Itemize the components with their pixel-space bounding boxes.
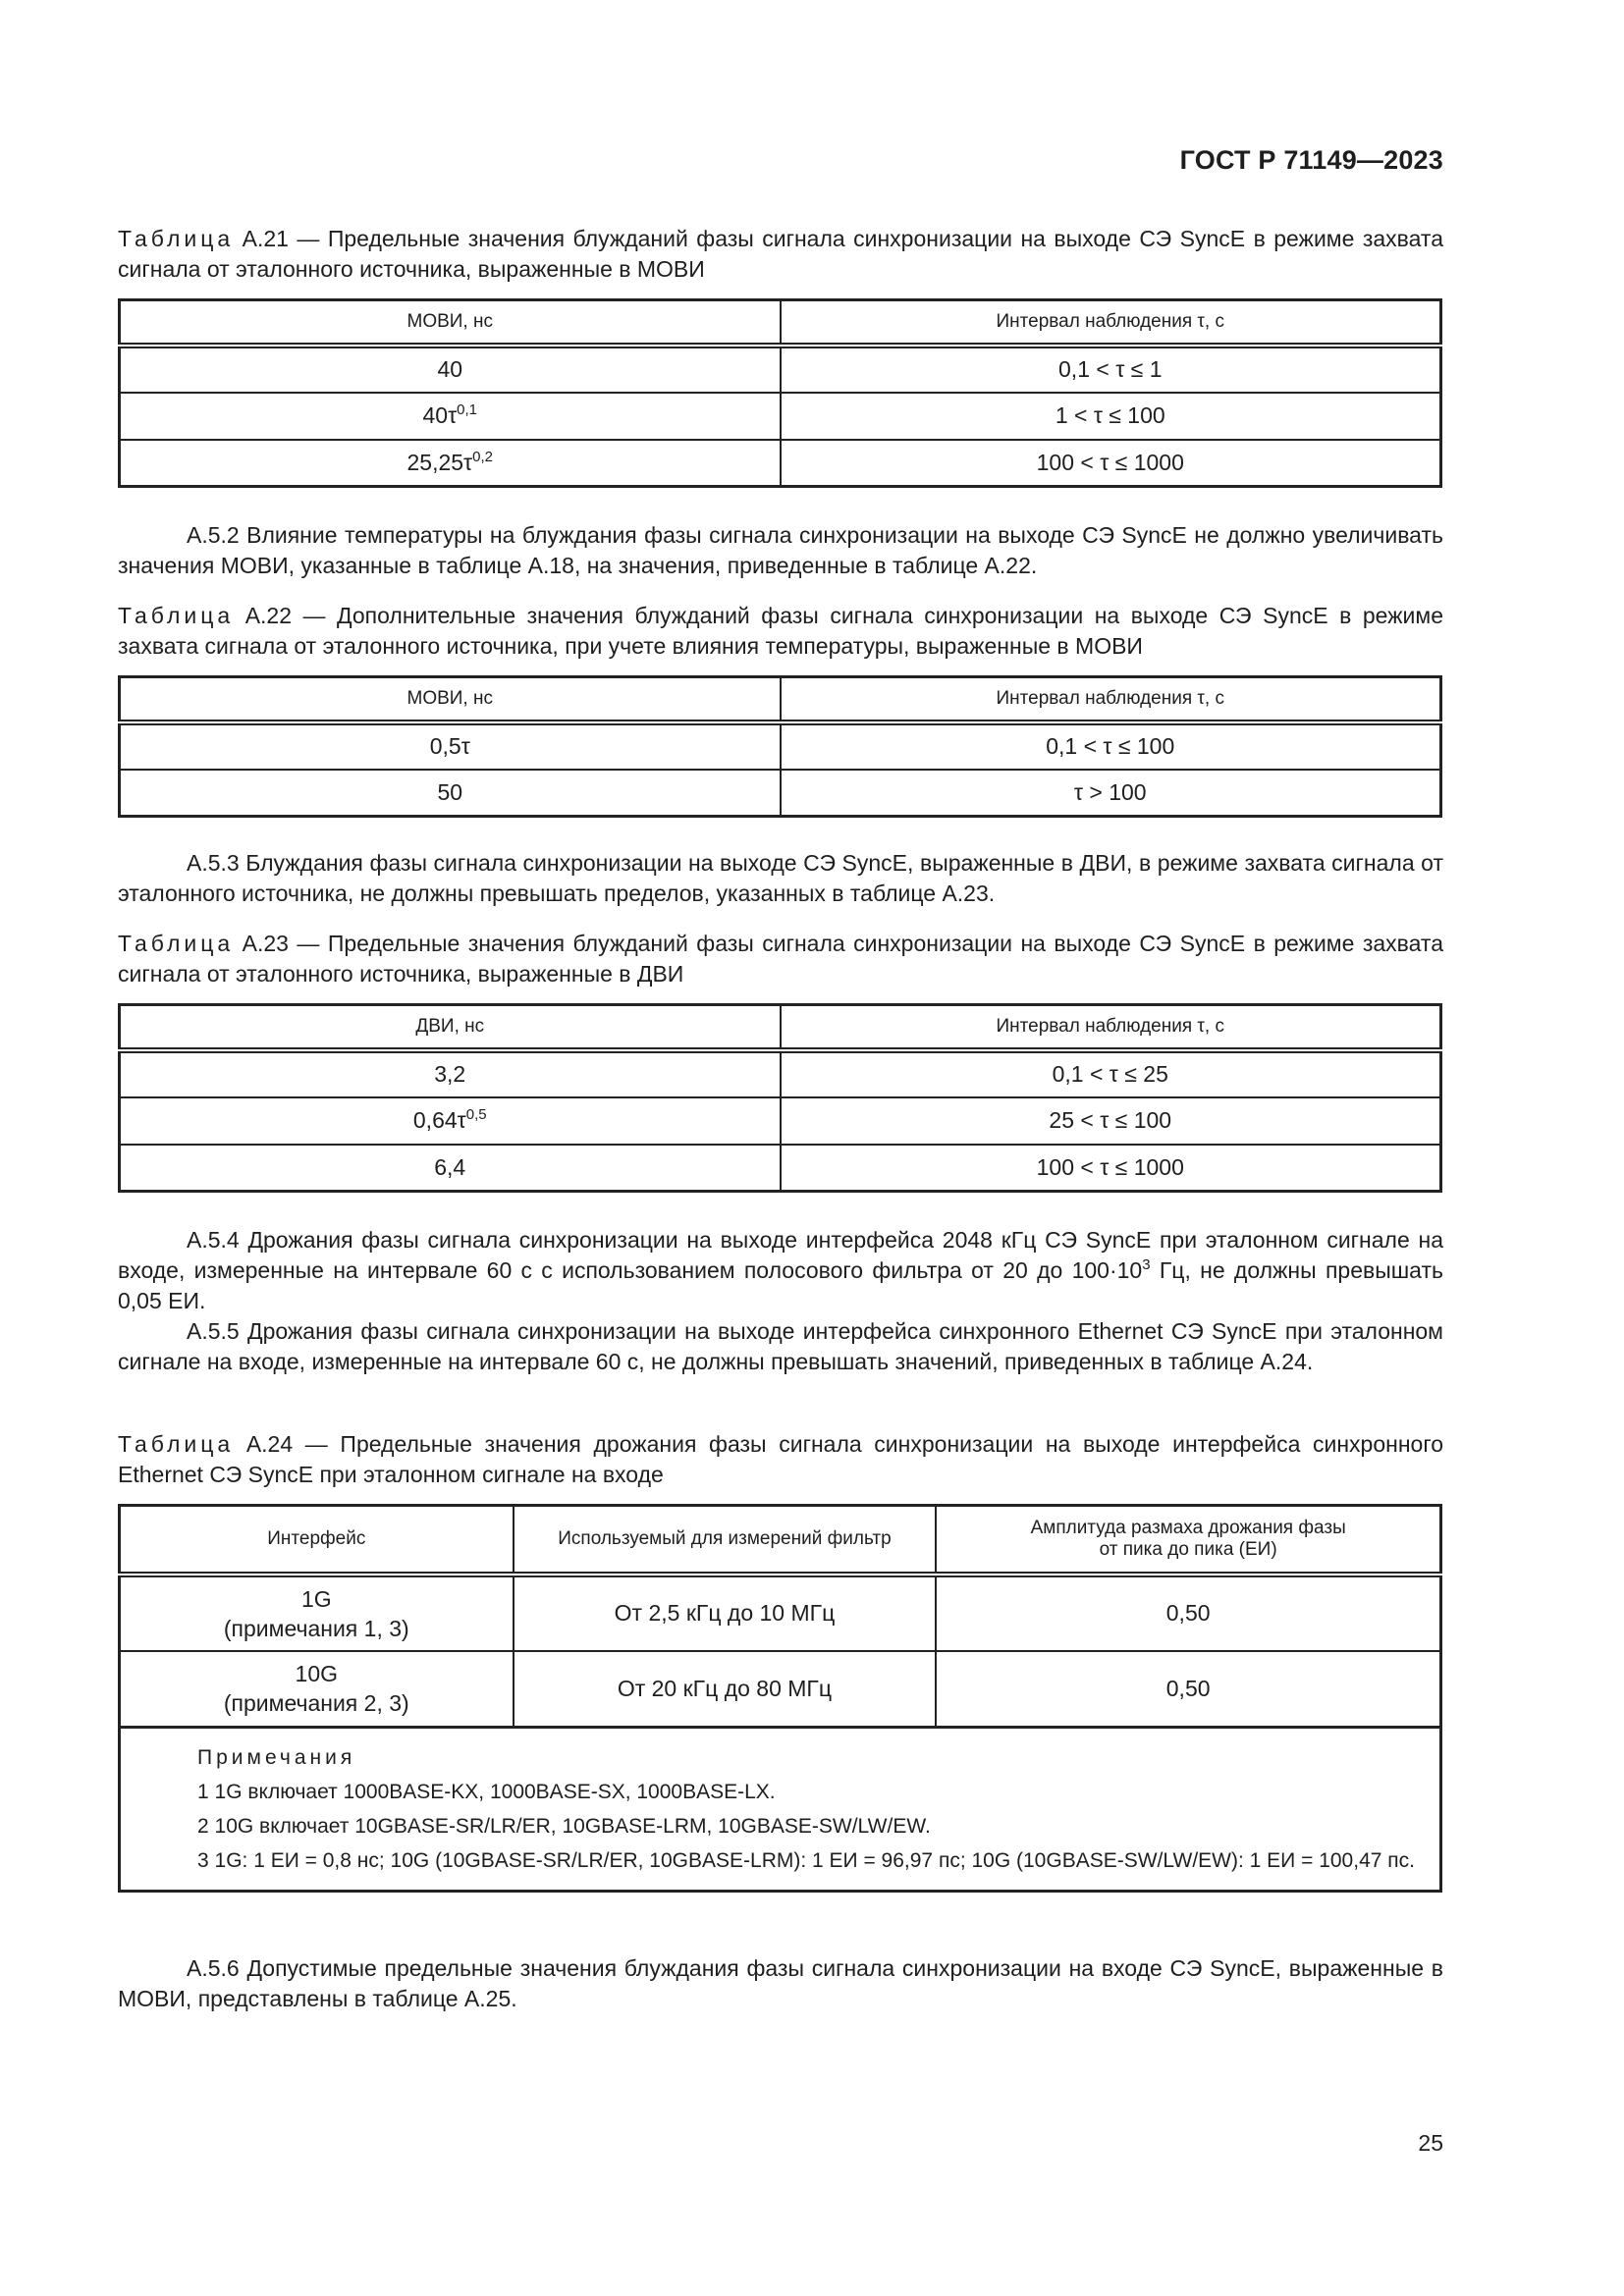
table-a23: [118, 1003, 1442, 1193]
table-a21: [118, 298, 1442, 488]
value-cell: 40τ: [422, 402, 458, 428]
column-header: Интерфейс: [120, 1506, 514, 1575]
value-cell: 3,2: [434, 1061, 466, 1087]
column-header: Интервал наблюдения τ, с: [781, 1005, 1441, 1050]
paragraph-a52: А.5.2 Влияние температуры на блуждания фазы сигнала синхронизации на выходе СЭ SyncE не должно увеличивать значения МОВИ, указанные в таблице А.18, на значения, приведенные в таблице А.22.: [118, 522, 1443, 578]
value-cell: 25,25τ: [406, 449, 473, 475]
note-item: 1 1G включает 1000BASE-KX, 1000BASE-SX, 1000BASE-LX.: [197, 1781, 776, 1803]
exponent: 0,5: [465, 1106, 487, 1123]
interval-cell: 100 < τ ≤ 1000: [781, 1145, 1441, 1192]
paragraph-a53: А.5.3 Блуждания фазы сигнала синхронизации на выходе СЭ SyncE, выраженные в ДВИ, в режиме захвата сигнала от эталонного источника, не должны превышать пределов, указанных в таблице А.23.: [118, 850, 1443, 906]
table-row: [120, 722, 1441, 770]
note-item: 3 1G: 1 ЕИ = 0,8 нс; 10G (10GBASE-SR/LR/ER, 10GBASE-LRM): 1 ЕИ = 96,97 пс; 10G (10GBASE-SW/LW/EW): 1 ЕИ = 100,47 пс.: [197, 1849, 1415, 1872]
exponent: 0,1: [457, 401, 478, 418]
table-row: [120, 346, 1441, 393]
interval-cell: 0,1 < τ ≤ 100: [781, 722, 1441, 770]
column-header: МОВИ, нс: [120, 677, 781, 722]
interval-cell: 0,1 < τ ≤ 25: [781, 1050, 1441, 1097]
document-header: ГОСТ Р 71149—2023: [1179, 145, 1443, 175]
table-notes: [120, 1728, 1441, 1892]
interface-cell: 1G: [300, 1585, 332, 1612]
table-a24-caption: [118, 1429, 1443, 1490]
caption-label: Таблица: [118, 931, 235, 956]
exponent: 0,2: [472, 448, 493, 465]
interval-cell: 25 < τ ≤ 100: [781, 1097, 1441, 1145]
table-row: [120, 1050, 1441, 1097]
column-header: ДВИ, нс: [120, 1005, 781, 1050]
caption-label: Таблица: [118, 1431, 235, 1457]
column-header: МОВИ, нс: [120, 300, 781, 346]
value-cell: 40: [437, 356, 463, 382]
table-a21-caption: [118, 224, 1443, 285]
table-row: [120, 770, 1441, 817]
filter-cell: От 2,5 кГц до 10 МГц: [514, 1575, 937, 1651]
interface-cell: 10G: [295, 1661, 339, 1687]
caption-text: А.24 — Предельные значения дрожания фазы сигнала синхронизации на выходе интерфейса синхронного Ethernet СЭ SyncE при эталонном сигнале на входе: [118, 1431, 1443, 1487]
table-a23-caption: [118, 929, 1443, 989]
amplitude-cell: 0,50: [936, 1575, 1440, 1651]
value-cell: 6,4: [434, 1153, 466, 1180]
column-header: Используемый для измерений фильтр: [514, 1506, 937, 1575]
caption-text: А.21 — Предельные значения блужданий фазы сигнала синхронизации на выходе СЭ SyncE в режиме захвата сигнала от эталонного источника, выраженные в МОВИ: [118, 226, 1443, 282]
column-header: Интервал наблюдения τ, с: [781, 677, 1441, 722]
amplitude-cell: 0,50: [936, 1651, 1440, 1728]
interval-cell: 1 < τ ≤ 100: [781, 393, 1441, 440]
paragraph-a56: А.5.6 Допустимые предельные значения блуждания фазы сигнала синхронизации на входе СЭ SyncE, выраженные в МОВИ, представлены в таблице А.25.: [118, 1955, 1443, 2011]
table-row: [120, 440, 1441, 487]
caption-label: Таблица: [118, 603, 235, 628]
caption-text: А.22 — Дополнительные значения блужданий фазы сигнала синхронизации на выходе СЭ SyncE в режиме захвата сигнала от эталонного источника, при учете влияния температуры, выраженные в МОВИ: [118, 603, 1443, 659]
table-a22-caption: [118, 601, 1443, 662]
interval-cell: 0,1 < τ ≤ 1: [781, 346, 1441, 393]
paragraph-a54: А.5.4 Дрожания фазы сигнала синхронизации на выходе интерфейса 2048 кГц СЭ SyncE при эталонном сигнале на входе, измеренные на интервале 60 с с использованием полосового фильтра от 20 до $100\cdot 10^3$ Гц, не должны превышать 0,05 ЕИ.: [118, 1227, 1443, 1313]
page-number: 25: [1418, 2130, 1443, 2156]
table-row: [120, 1145, 1441, 1192]
table-a24: [118, 1504, 1442, 1893]
interface-note: (примечания 2, 3): [223, 1690, 409, 1717]
paragraph-a55: А.5.5 Дрожания фазы сигнала синхронизации на выходе интерфейса синхронного Ethernet СЭ SyncE при эталонном сигнале на входе, измеренные на интервале 60 с, не должны превышать значений, приведенных в таблице А.24.: [118, 1318, 1443, 1374]
note-item: 2 10G включает 10GBASE-SR/LR/ER, 10GBASE-LRM, 10GBASE-SW/LW/EW.: [197, 1815, 931, 1838]
table-row: [120, 1575, 1441, 1651]
caption-label: Таблица: [118, 226, 235, 251]
value-cell: 0,5τ: [120, 722, 781, 770]
interface-note: (примечания 1, 3): [223, 1615, 409, 1641]
table-row: [120, 1651, 1441, 1728]
value-cell: 50: [120, 770, 781, 817]
table-a22: [118, 675, 1442, 818]
filter-cell: От 20 кГц до 80 МГц: [514, 1651, 937, 1728]
interval-cell: τ > 100: [781, 770, 1441, 817]
column-header: Амплитуда размаха дрожания фазы от пика до пика (ЕИ): [936, 1506, 1440, 1575]
column-header: Интервал наблюдения τ, с: [781, 300, 1441, 346]
value-cell: 0,64τ: [412, 1107, 466, 1133]
interval-cell: 100 < τ ≤ 1000: [781, 440, 1441, 487]
caption-text: А.23 — Предельные значения блужданий фазы сигнала синхронизации на выходе СЭ SyncE в режиме захвата сигнала от эталонного источника, выраженные в ДВИ: [118, 931, 1443, 987]
table-row: [120, 393, 1441, 440]
notes-row: [120, 1728, 1441, 1892]
paragraph-a54-a55: [118, 1225, 1443, 1377]
notes-title: Примечания: [197, 1746, 356, 1769]
table-row: [120, 1097, 1441, 1145]
